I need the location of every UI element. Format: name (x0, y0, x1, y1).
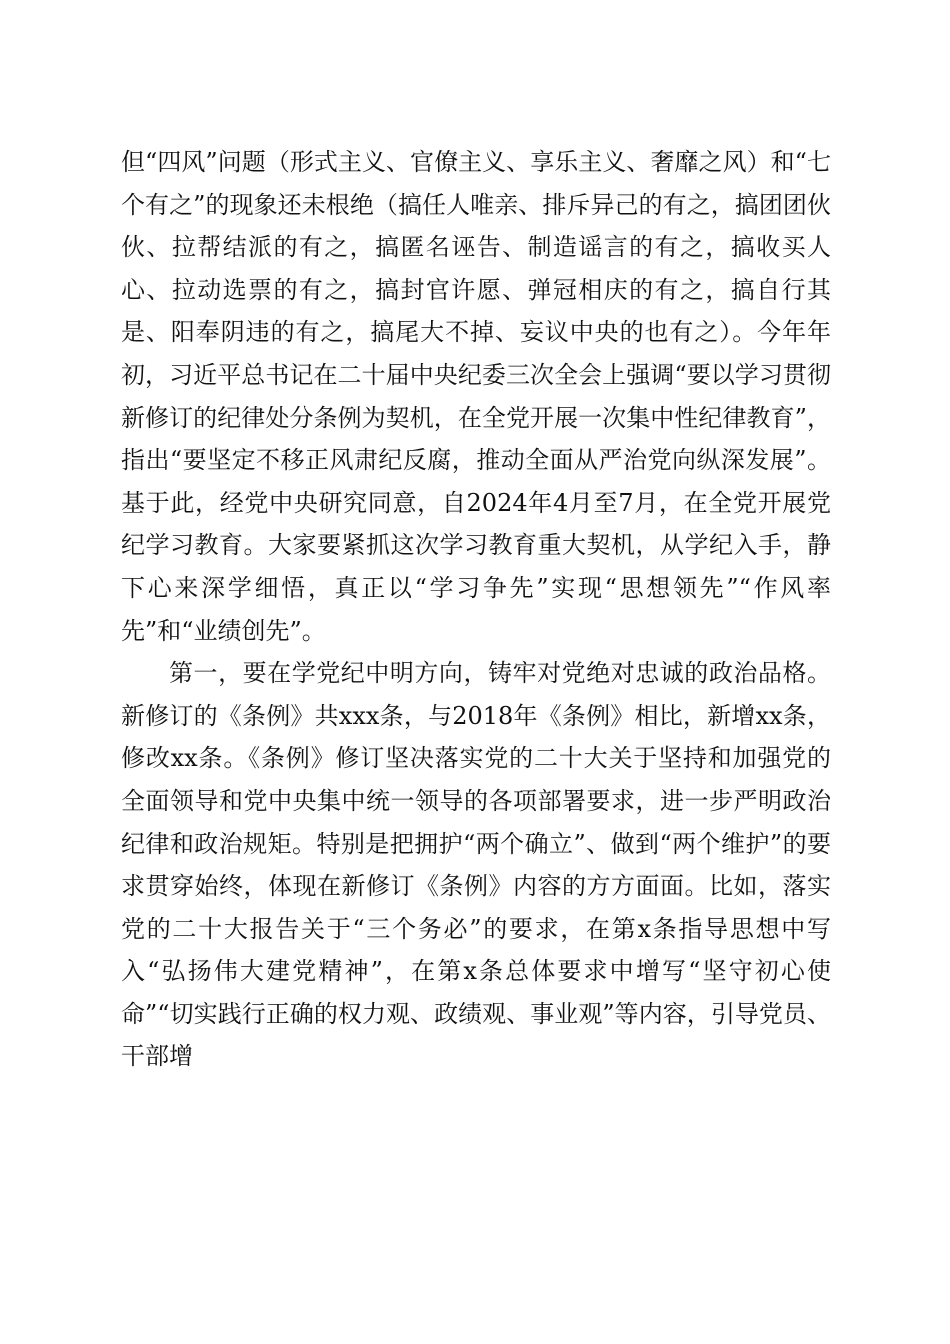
document-body (121, 141, 831, 1078)
paragraph-section-one: 第一，要在学党纪中明方向，铸牢对党绝对忠诚的政治品格。新修订的《条例》共xxx条，与2018年《条例》相比，新增xx条，修改xx条。《条例》修订坚决落实党的二十大关于坚持和加强党的全面领导和党中央集中统一领导的各项部署要求，进一步严明政治纪律和政治规矩。特别是把拥护“两个确立”、做到“两个维护”的要求贯穿始终，体现在新修订《条例》内容的方方面面。比如，落实党的二十大报告关于“三个务必”的要求，在第x条指导思想中写入“弘扬伟大建党精神”，在第x条总体要求中增写“坚守初心使命”“切实践行正确的权力观、政绩观、事业观”等内容，引导党员、干部增 (121, 659, 831, 1071)
paragraph-continuation: 但“四风”问题（形式主义、官僚主义、享乐主义、奢靡之风）和“七个有之”的现象还未根绝（搞任人唯亲、排斥异己的有之，搞团团伙伙、拉帮结派的有之，搞匿名诬告、制造谣言的有之，搞收买人心、拉动选票的有之，搞封官许愿、弹冠相庆的有之，搞自行其是、阳奉阴违的有之，搞尾大不掉、妄议中央的也有之）。今年年初，习近平总书记在二十届中央纪委三次全会上强调“要以学习贯彻新修订的纪律处分条例为契机，在全党开展一次集中性纪律教育”，指出“要坚定不移正风肃纪反腐，推动全面从严治党向纵深发展”。基于此，经党中央研究同意，自2024年4月至7月，在全党开展党纪学习教育。大家要紧抓这次学习教育重大契机，从学纪入手，静下心来深学细悟，真正以“学习争先”实现“思想领先”“作风率先”和“业绩创先”。 (121, 148, 831, 645)
